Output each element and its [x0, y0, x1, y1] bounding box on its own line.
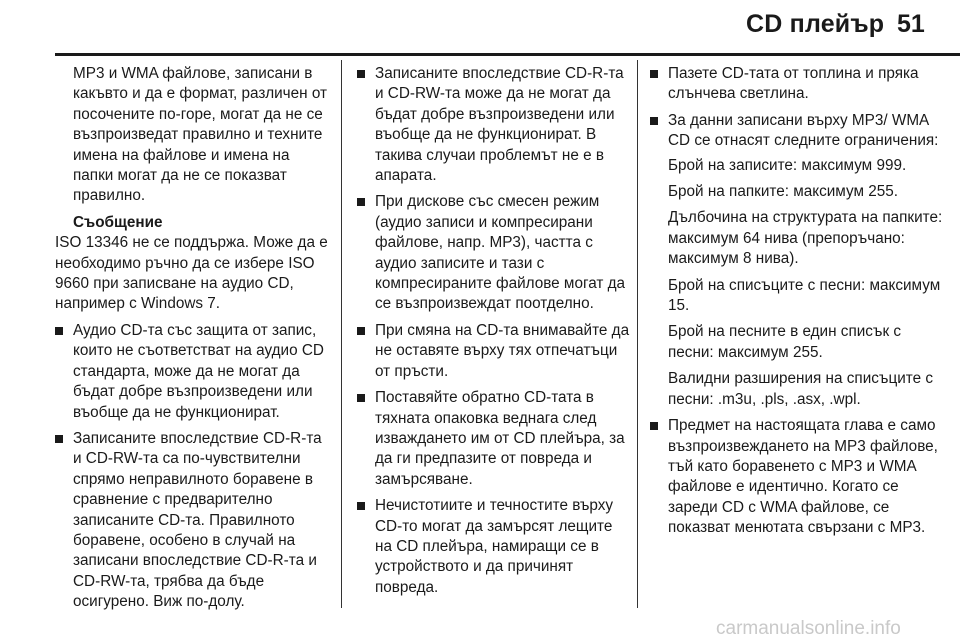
limit-item: Дълбочина на структурата на папките: максимум 64 нива (препоръчано: максимум 8 нива). [668, 209, 943, 268]
bullet-square-icon [357, 502, 365, 510]
column-3 [650, 64, 950, 545]
list-item [357, 496, 632, 598]
list-item [357, 192, 632, 314]
column-1 [55, 64, 330, 619]
limit-item: Брой на папките: максимум 255. [668, 183, 898, 201]
list-item [357, 64, 632, 186]
notice-heading: Съобщение [73, 213, 163, 231]
list-item-text: Пазете CD-тата от топлина и пряка слънчева светлина. [668, 65, 919, 103]
intro-paragraph: MP3 и WMA файлове, записани в какъвто и да е формат, различен от посочените по-горе, могат да не се възпроизведат правилно и техните имена на файлове и имена на папки могат да не се показват правилно. [73, 65, 328, 205]
column-divider-1 [341, 60, 342, 608]
watermark: carmanualsonline.info [716, 618, 901, 639]
bullet-square-icon [55, 327, 63, 335]
list-item [55, 429, 330, 613]
list-item-text: Нечистотиите и течностите върху CD-то могат да замърсят лещите на CD плейъра, намиращи се в устройството и да причинят повреда. [375, 497, 614, 596]
limit-item: Брой на списъците с песни: максимум 15. [668, 276, 941, 315]
bullet-square-icon [650, 70, 658, 78]
page-title: CD плейър [746, 10, 885, 38]
notice-text: ISO 13346 не се поддържа. Може да е необходимо ръчно да се избере ISO 9660 при записване на аудио CD, например с Windows 7. [55, 234, 328, 313]
list-item-text: Предмет на настоящата глава е само възпроизвеждането на MP3 файлове, тъй като боравенето с MP3 и WMA файлове е идентично. Когато се зареди CD с WMA файлове, се показват менютата свързани с MP3. [668, 417, 938, 537]
list-item-text: Записаните впоследствие CD-R-та и CD-RW-та са по-чувствителни спрямо неправилното боравене в сравнение с предварително записаните CD-та. Правилното боравене, особено в случай на записани впоследствие CD-R-та и CD-RW-та, трябва да бъде осигурено. Виж по-долу. [73, 429, 322, 611]
limit-item: Брой на песните в един списък с песни: максимум 255. [668, 323, 902, 361]
bullet-square-icon [650, 117, 658, 125]
list-item-text: Поставяйте обратно CD-тата в тяхната опаковка веднага след изваждането им от CD плейъра, за да ги предпазите от повреда и замърсяване. [375, 389, 625, 488]
bullet-square-icon [357, 394, 365, 402]
bullet-square-icon [650, 422, 658, 430]
list-item-text: Записаните впоследствие CD-R-та и CD-RW-та може да не могат да бъдат добре възпроизведени или въобще да не функционират. В такива случаи проблемът не е в апарата. [375, 65, 624, 185]
header-rule [55, 53, 960, 56]
list-item [650, 416, 950, 538]
bullet-square-icon [357, 327, 365, 335]
list-item [357, 388, 632, 490]
page-number: 51 [897, 10, 925, 38]
bullet-square-icon [357, 70, 365, 78]
bullet-square-icon [55, 435, 63, 443]
list-item-text: За данни записани върху MP3/ WMA CD се отнасят следните ограничения: [668, 111, 939, 150]
limit-item: Брой на записите: максимум 999. [668, 156, 907, 174]
list-item [650, 64, 950, 105]
list-item [357, 321, 632, 382]
column-divider-2 [637, 60, 638, 608]
list-item [55, 321, 330, 423]
list-item-text: Аудио CD-та със защита от запис, които не съответстват на аудио CD стандарта, може да не могат да бъдат добре възпроизведени или въобще да не функционират. [73, 321, 324, 421]
list-item-text: При дискове със смесен режим (аудио записи и компресирани файлове, напр. MP3), частта с аудио записите и тази с компресираните файлове могат да се възпроизвеждат поотделно. [375, 193, 626, 313]
limit-item: Валидни разширения на списъците с песни: .m3u, .pls, .asx, .wpl. [668, 370, 933, 408]
list-item [650, 111, 950, 410]
limits-list [668, 156, 950, 410]
bullet-square-icon [357, 198, 365, 206]
column-2 [357, 64, 632, 604]
list-item-text: При смяна на CD-та внимавайте да не оставяте върху тях отпечатъци от пръсти. [375, 321, 630, 380]
